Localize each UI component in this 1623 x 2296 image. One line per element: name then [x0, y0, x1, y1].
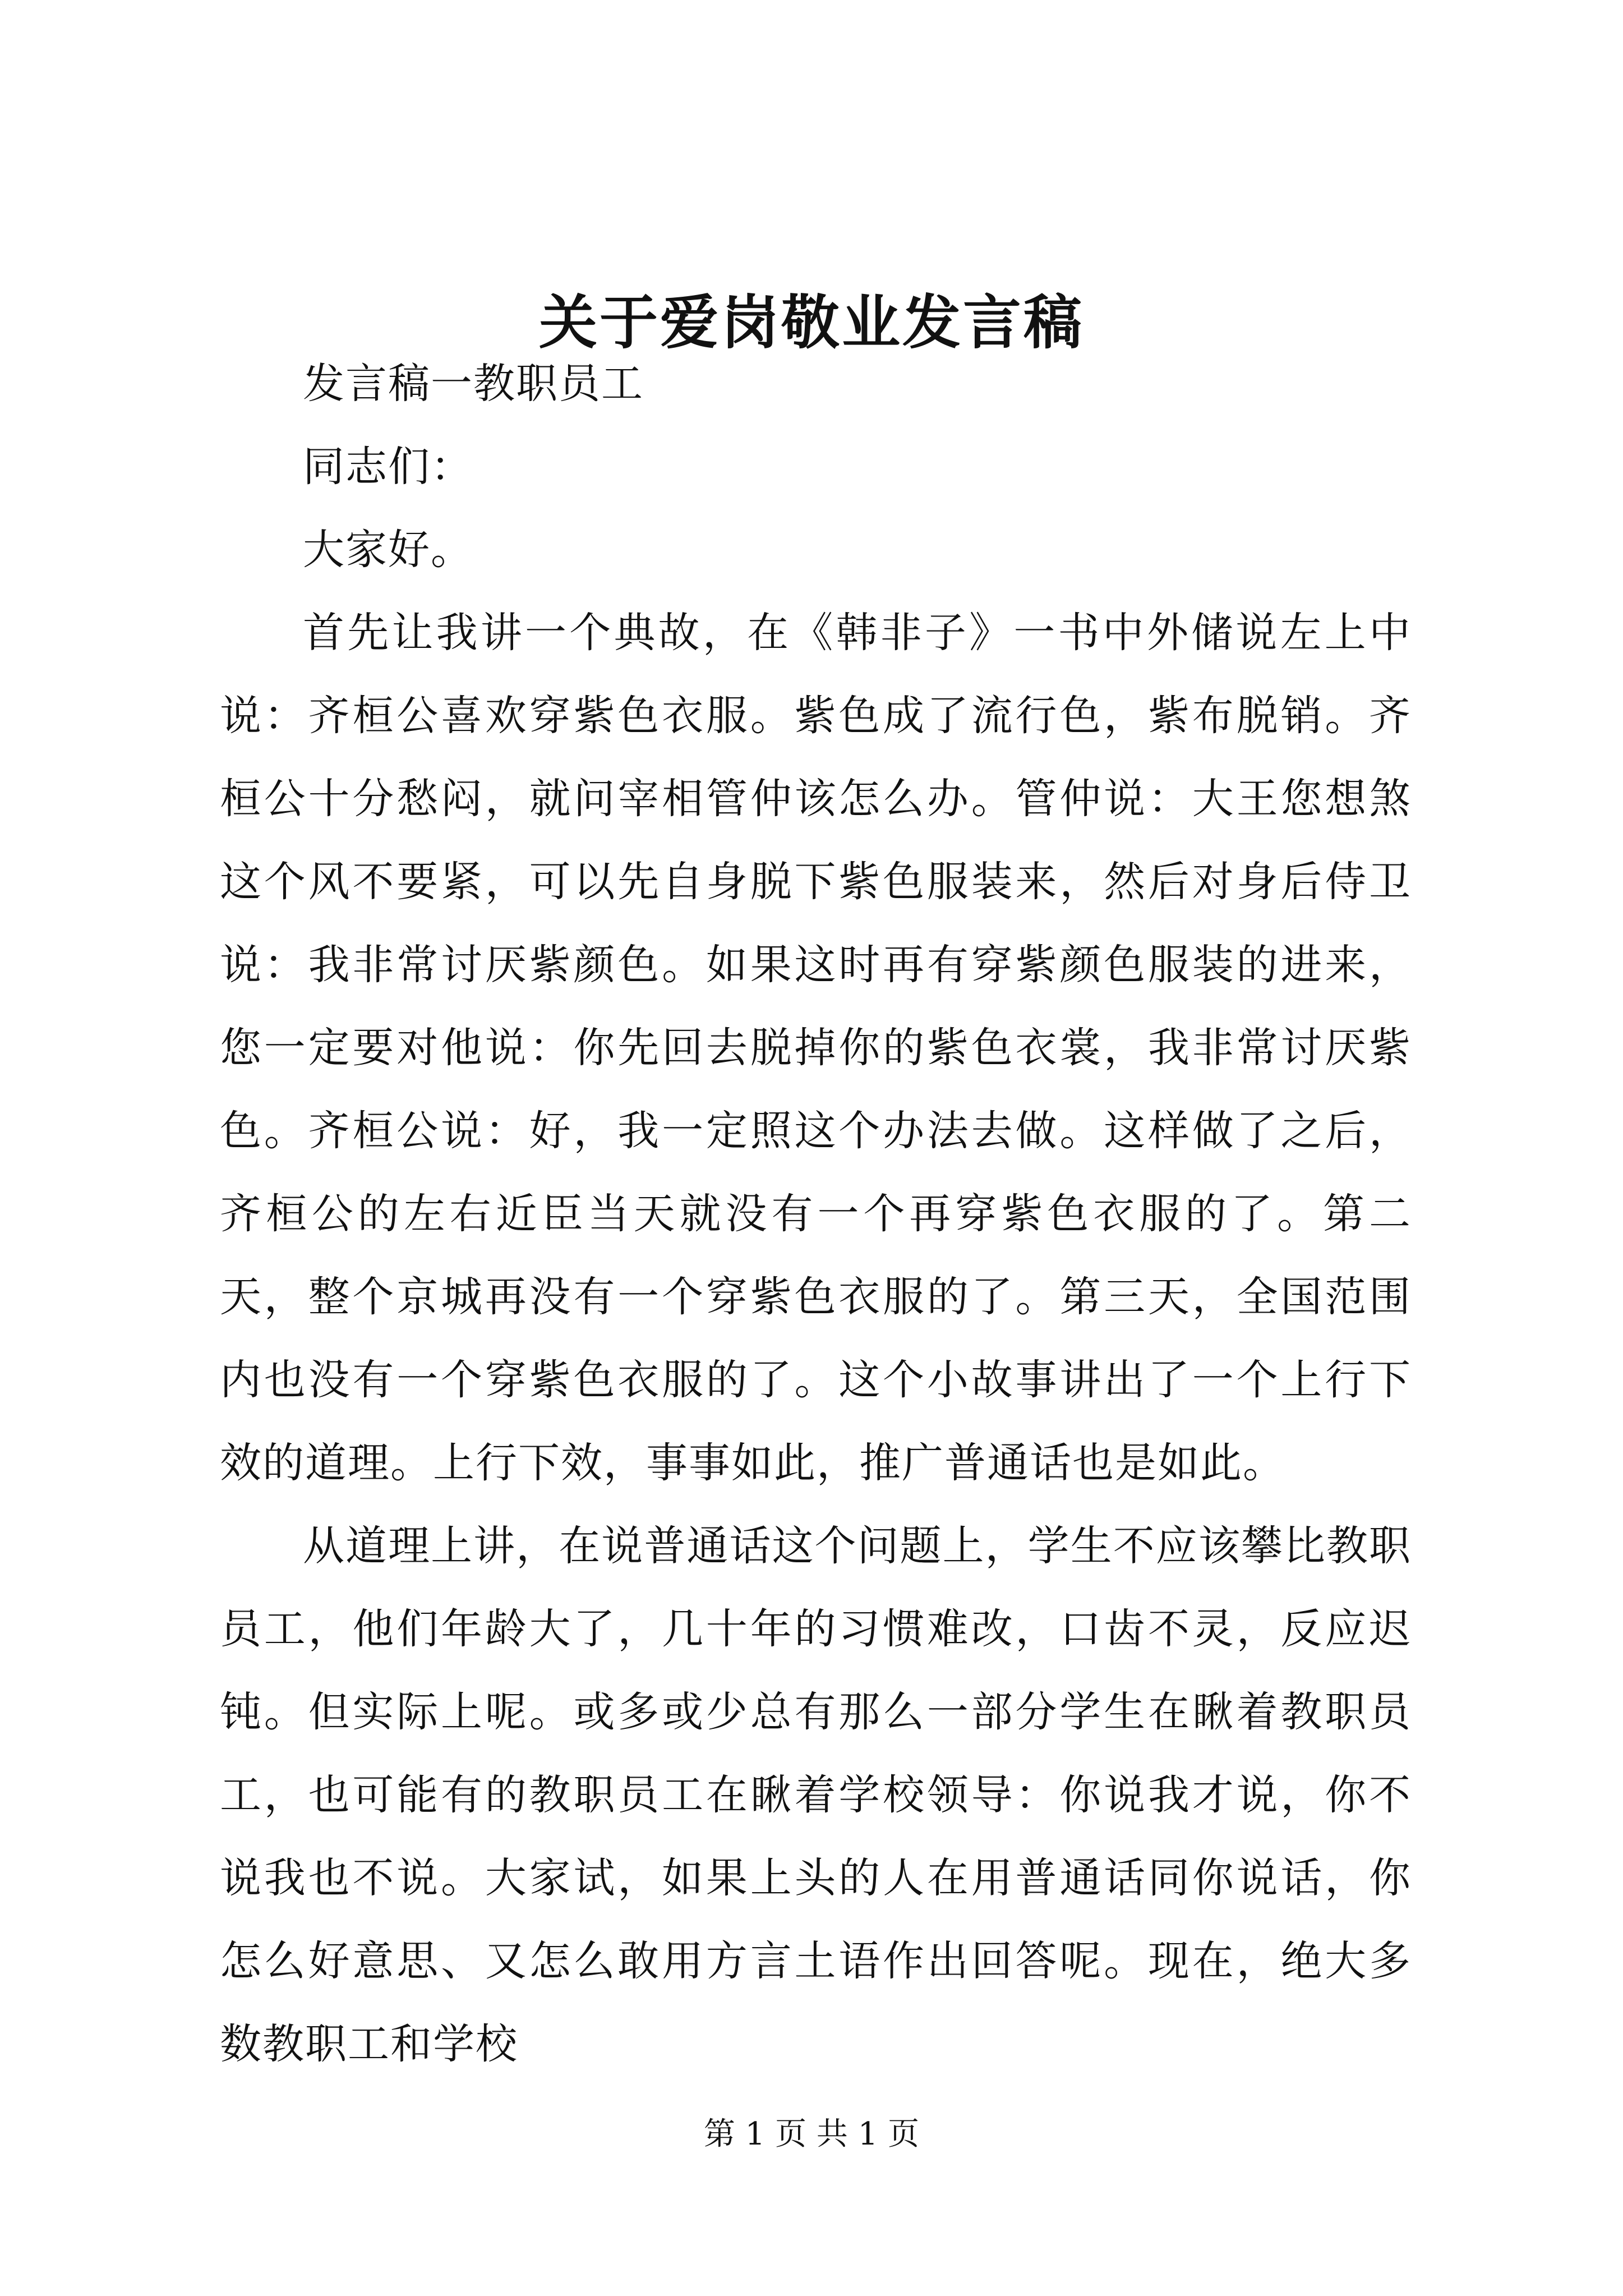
paragraph-greeting-hello: 大家好。: [303, 526, 473, 574]
page-footer: 第 1 页 共 1 页: [703, 2116, 920, 2152]
paragraph-story: 首先让我讲一个典故，在《韩非子》一书中外储说左上中说：齐桓公喜欢穿紫色衣服。紫色成了流行色，紫布脱销。齐桓公十分愁闷，就问宰相管仲该怎么办。管仲说：大王您想煞这个风不要紧，可以先自身脱下紫色服装来，然后对身后侍卫说：我非常讨厌紫颜色。如果这时再有穿紫颜色服装的进来，您一定要对他说：你先回去脱掉你的紫色衣裳，我非常讨厌紫色。齐桓公说：好，我一定照这个办法去做。这样做了之后，齐桓公的左右近臣当天就没有一个再穿紫色衣服的了。第二天，整个京城再没有一个穿紫色衣服的了。第三天，全国范围内也没有一个穿紫色衣服的了。这个小故事讲出了一个上行下效的道理。上行下效，事事如此，推广普通话也是如此。: [220, 609, 1412, 1487]
document-body: [220, 342, 1412, 2086]
document-title: 关于爱岗敬业发言稿: [538, 288, 1084, 357]
paragraph-greeting-comrades: 同志们：: [303, 443, 473, 491]
paragraph-salutation-heading: 发言稿一教职员工: [303, 360, 644, 408]
paragraph-argument: 从道理上讲，在说普通话这个问题上，学生不应该攀比教职员工，他们年龄大了，几十年的习惯难改，口齿不灵，反应迟钝。但实际上呢。或多或少总有那么一部分学生在瞅着教职员工，也可能有的教职员工在瞅着学校领导：你说我才说，你不说我也不说。大家试，如果上头的人在用普通话同你说话，你怎么好意思、又怎么敢用方言土语作出回答呢。现在，绝大多数教职工和学校: [220, 1522, 1412, 2068]
